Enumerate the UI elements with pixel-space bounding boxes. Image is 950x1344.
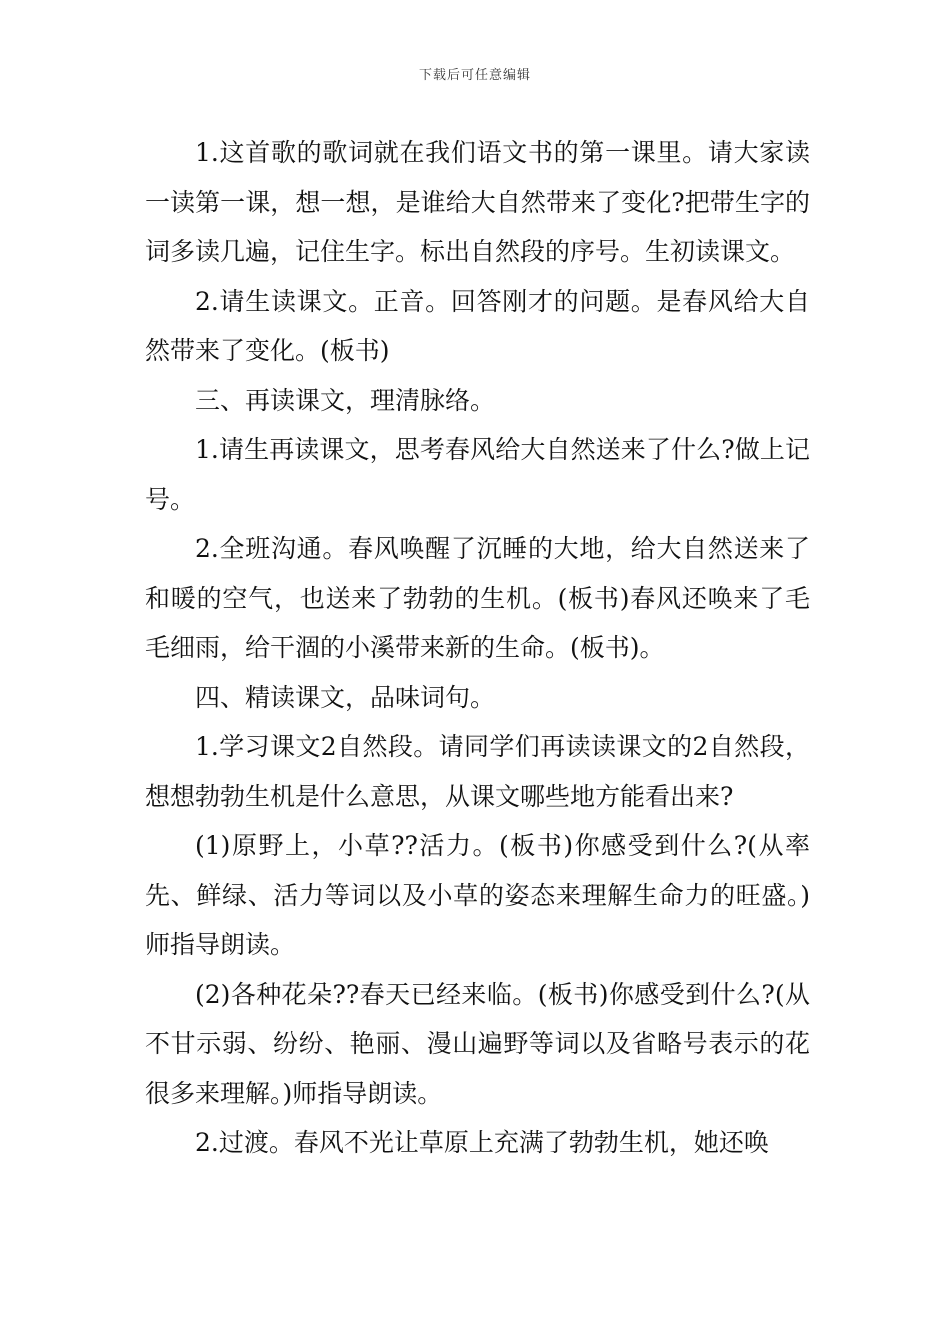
paragraph: 1.请生再读课文，思考春风给大自然送来了什么?做上记号。: [145, 435, 810, 514]
paragraph: 2.全班沟通。春风唤醒了沉睡的大地，给大自然送来了和暖的空气，也送来了勃勃的生机。(板书)春风还唤来了毛毛细雨，给干涸的小溪带来新的生命。(板书)。: [145, 534, 810, 662]
page-header: 下载后可任意编辑: [418, 68, 531, 83]
paragraph: (2)各种花朵??春天已经来临。(板书)你感受到什么?(从不甘示弱、纷纷、艳丽、漫山遍野等词以及省略号表示的花很多来理解。)师指导朗读。: [145, 979, 810, 1108]
section-heading: 四、精读课文，品味词句。: [195, 682, 496, 712]
paragraph: 1.学习课文2自然段。请同学们再读读课文的2自然段，想想勃勃生机是什么意思，从课文哪些地方能看出来?: [145, 732, 810, 811]
paragraph: 2.请生读课文。正音。回答刚才的问题。是春风给大自然带来了变化。(板书): [145, 286, 810, 365]
paragraph: (1)原野上，小草??活力。(板书)你感受到什么?(从率先、鲜绿、活力等词以及小草的姿态来理解生命力的旺盛。)师指导朗读。: [145, 831, 810, 959]
paragraph: 2.过渡。春风不光让草原上充满了勃勃生机，她还唤: [195, 1128, 769, 1157]
paragraph: 1.这首歌的歌词就在我们语文书的第一课里。请大家读一读第一课，想一想，是谁给大自然带来了变化?把带生字的词多读几遍，记住生字。标出自然段的序号。生初读课文。: [145, 138, 810, 266]
document-body: [145, 128, 810, 1168]
section-heading: 三、再读课文，理清脉络。: [195, 385, 496, 415]
